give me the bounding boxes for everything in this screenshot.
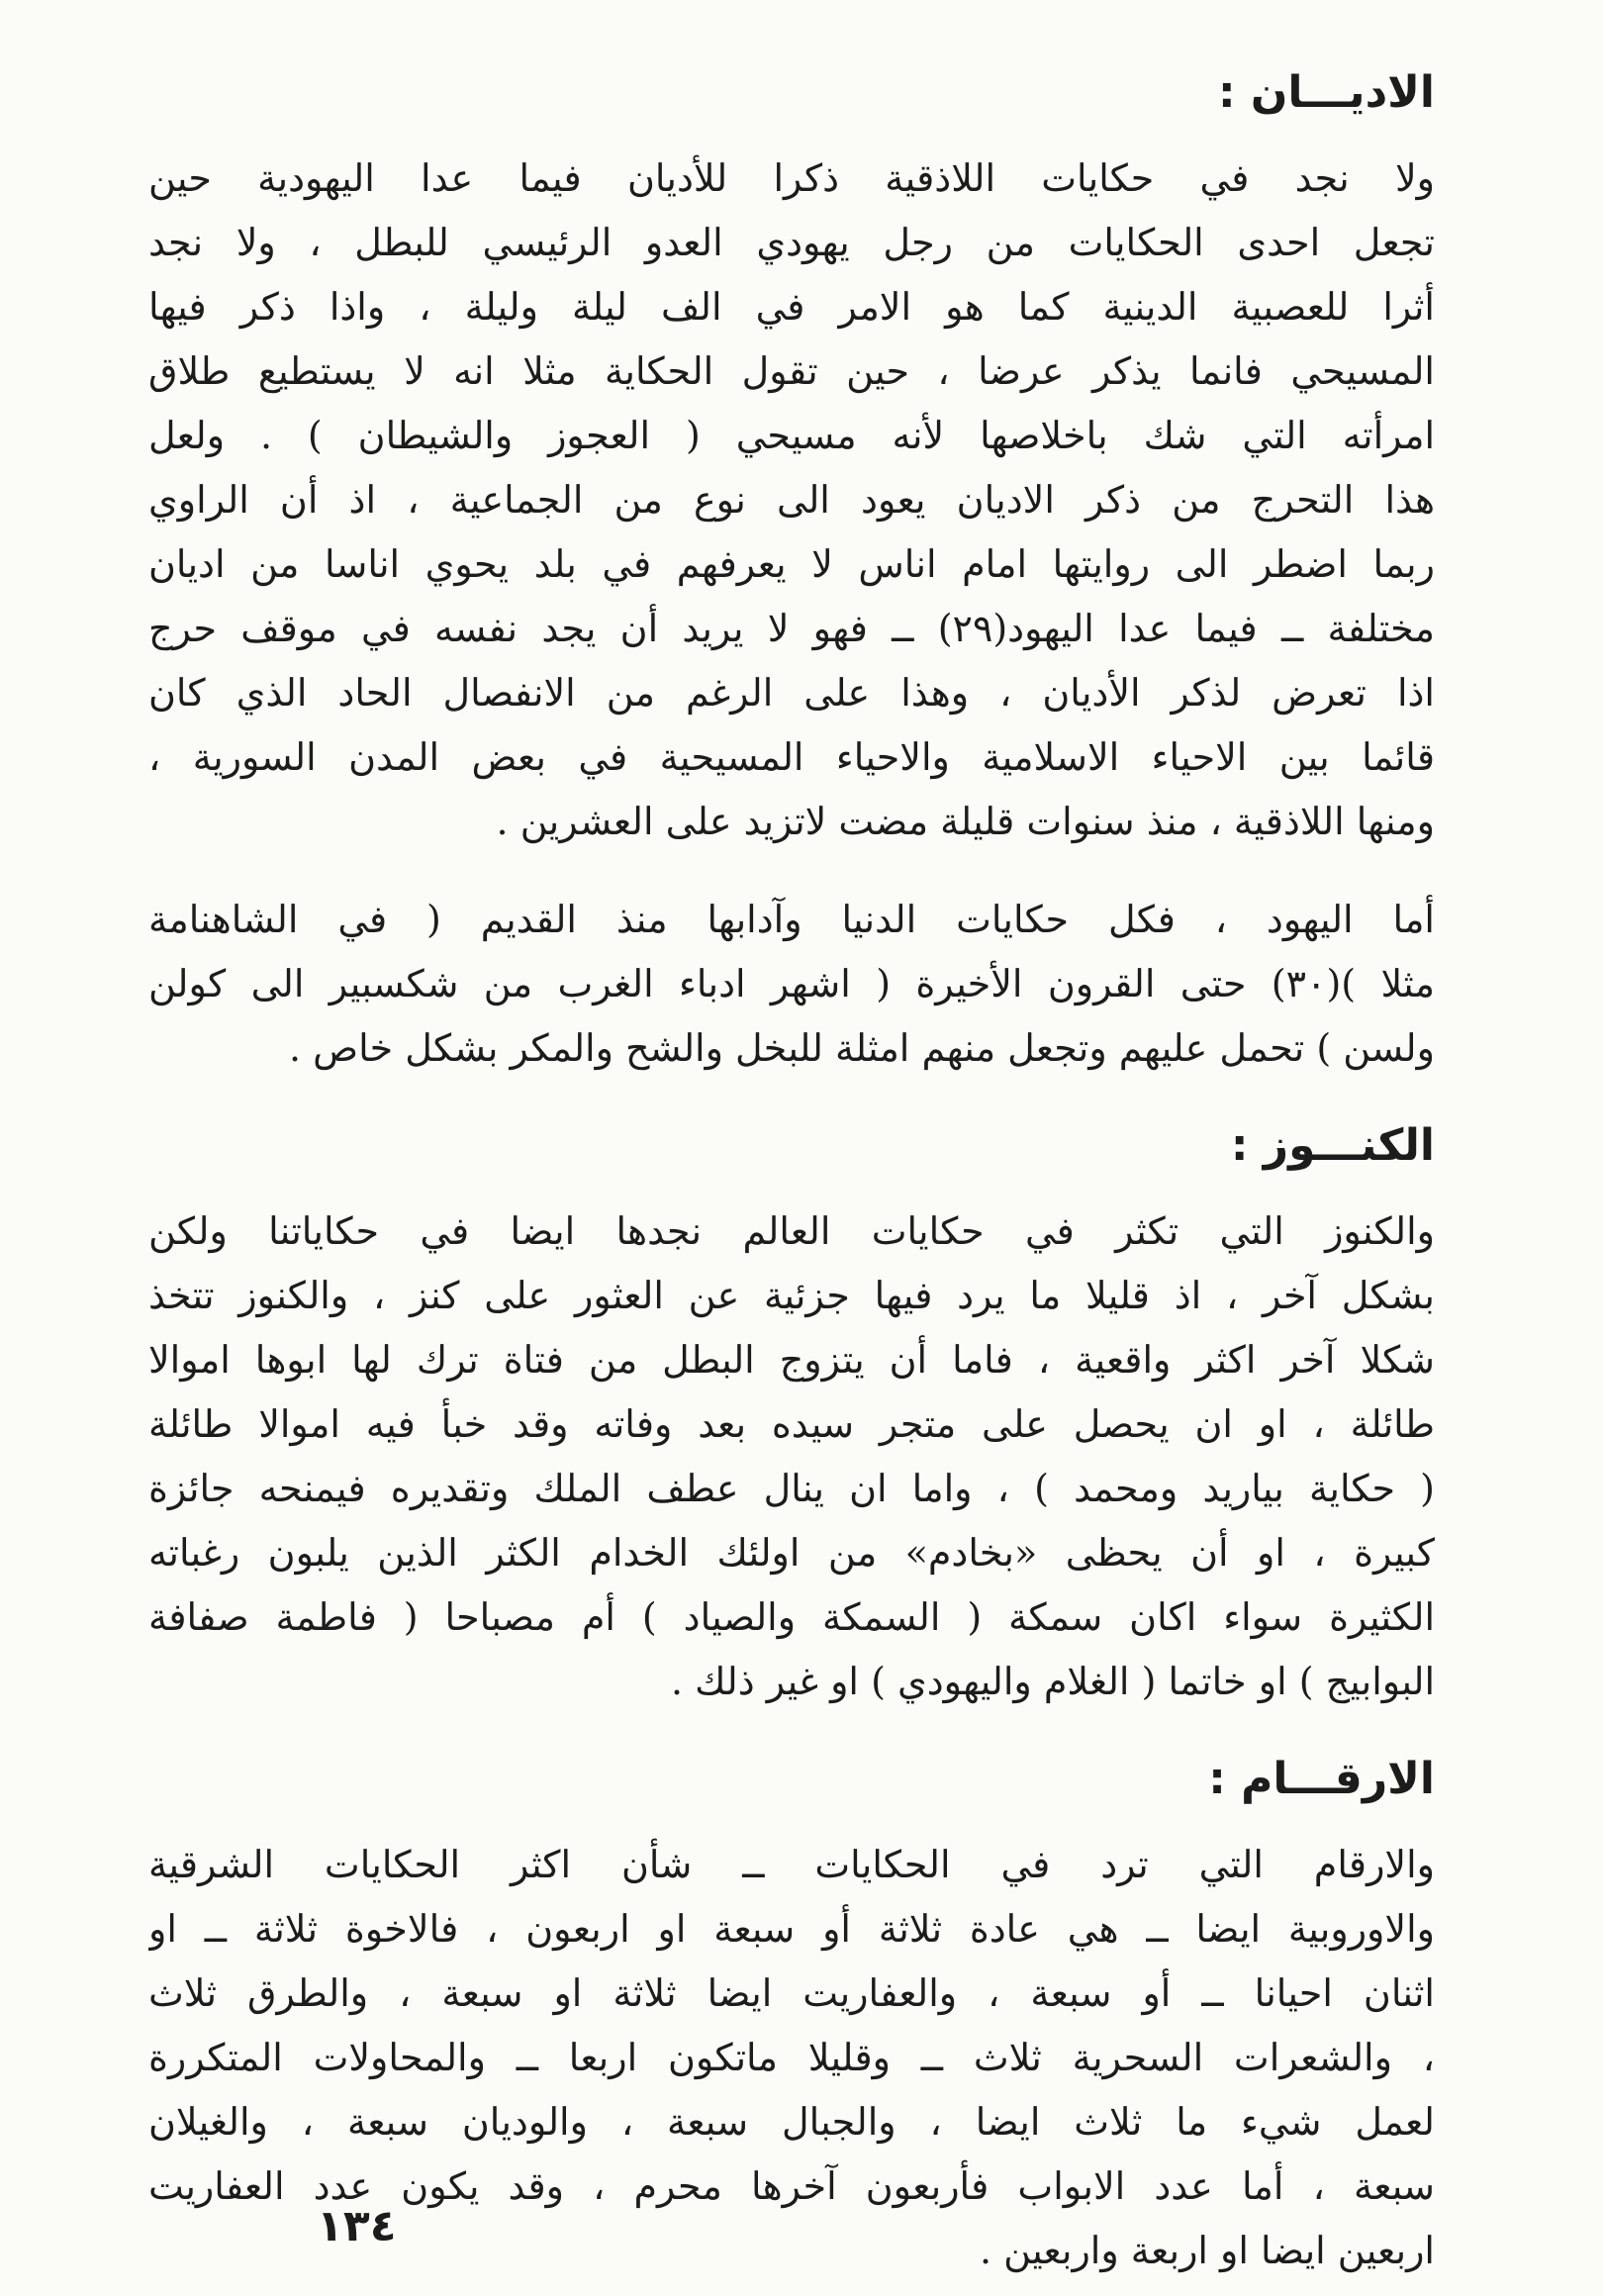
text-line: البوابيج ) او خاتما ( الغلام واليهودي ) او غير ذلك . — [670, 1660, 1435, 1703]
text-line: والكنوز التي تكثر في حكايات العالم نجدها ايضا في حكاياتنا ولكن — [148, 1209, 1435, 1253]
text-line: كبيرة ، او أن يحظى «بخادم» من اولئك الخدام الكثر الذين يلبون رغباته — [148, 1531, 1435, 1575]
text-line: اذا تعرض لذكر الأديان ، وهذا على الرغم من الانفصال الحاد الذي كان — [148, 671, 1435, 715]
text-line: والارقام التي ترد في الحكايات ــ شأن اكثر الحكايات الشرقية — [148, 1843, 1435, 1886]
text-line: شكلا آخر اكثر واقعية ، فاما أن يتزوج البطل من فتاة ترك لها ابوها اموالا — [148, 1338, 1435, 1382]
text-line: ولا نجد في حكايات اللاذقية ذكرا للأديان فيما عدا اليهودية حين — [148, 156, 1435, 200]
text-line: بشكل آخر ، اذ قليلا ما يرد فيها جزئية عن العثور على كنز ، والكنوز تتخذ — [148, 1274, 1435, 1317]
text-line: سبعة ، أما عدد الابواب فأربعون آخرها محرم ، وقد يكون عدد العفاريت — [148, 2164, 1435, 2208]
text-line: هذا التحرج من ذكر الاديان يعود الى نوع من الجماعية ، اذ أن الراوي — [148, 478, 1435, 522]
text-line: ومنها اللاذقية ، منذ سنوات قليلة مضت لاتزيد على العشرين . — [496, 800, 1435, 843]
text-line: ولسن ) تحمل عليهم وتجعل منهم امثلة للبخل والشح والمكر بشكل خاص . — [288, 1026, 1435, 1070]
text-line: لعمل شيء ما ثلاث ايضا ، والجبال سبعة ، والوديان سبعة ، والغيلان — [148, 2100, 1435, 2144]
text-line: أما اليهود ، فكل حكايات الدنيا وآدابها منذ القديم ( في الشاهنامة — [148, 898, 1435, 941]
section — [148, 61, 1435, 1081]
text-line: ، والشعرات السحرية ثلاث ــ وقليلا ماتكون اربعا ــ والمحاولات المتكررة — [148, 2036, 1435, 2079]
section-spacer — [148, 1081, 1435, 1114]
text-line: اثنان احيانا ــ أو سبعة ، والعفاريت ايضا ثلاثة او سبعة ، والطرق ثلاث — [148, 1971, 1435, 2015]
text-line: مثلا )(٣٠) حتى القرون الأخيرة ( اشهر ادباء الغرب من شكسبير الى كولن — [148, 962, 1435, 1005]
text-line: اربعين ايضا او اربعة واربعين . — [979, 2229, 1435, 2272]
text-line: المسيحي فانما يذكر عرضا ، حين تقول الحكاية مثلا انه لا يستطيع طلاق — [148, 349, 1435, 393]
section-heading: الاديـــان : — [1217, 67, 1435, 118]
paragraph — [148, 888, 1435, 1081]
section-heading: الكنـــوز : — [1230, 1120, 1435, 1171]
text-line: ( حكاية بياريد ومحمد ) ، واما ان ينال عطف الملك وتقديره فيمنحه جائزة — [148, 1467, 1435, 1510]
text-line: الكثيرة سواء اكان سمكة ( السمكة والصياد ) أم مصباحا ( فاطمة صفافة — [148, 1595, 1435, 1639]
page-number: ١٣٤ — [317, 2201, 397, 2251]
text-line: مختلفة ــ فيما عدا اليهود(٢٩) ــ فهو لا يريد أن يجد نفسه في موقف حرج — [148, 607, 1435, 650]
text-line: ربما اضطر الى روايتها امام اناس لا يعرفهم في بلد يحوي اناسا من اديان — [148, 542, 1435, 586]
text-line: امرأته التي شك باخلاصها لأنه مسيحي ( العجوز والشيطان ) . ولعل — [148, 414, 1435, 457]
section-spacer — [148, 1714, 1435, 1748]
text-line: طائلة ، او ان يحصل على متجر سيده بعد وفاته وقد خبأ فيه اموالا طائلة — [148, 1402, 1435, 1446]
text-line: والاوروبية ايضا ــ هي عادة ثلاثة أو سبعة او اربعون ، فالاخوة ثلاثة ــ او — [148, 1907, 1435, 1951]
paragraph — [148, 146, 1435, 854]
section — [148, 1114, 1435, 1714]
text-line: أثرا للعصبية الدينية كما هو الامر في الف ليلة وليلة ، واذا ذكر فيها — [148, 285, 1435, 329]
text-line: قائما بين الاحياء الاسلامية والاحياء المسيحية في بعض المدن السورية ، — [148, 735, 1435, 779]
section-heading: الارقـــام : — [1208, 1754, 1435, 1804]
page-content — [148, 61, 1435, 2283]
text-line: تجعل احدى الحكايات من رجل يهودي العدو الرئيسي للبطل ، ولا نجد — [148, 221, 1435, 264]
paragraph — [148, 1199, 1435, 1714]
